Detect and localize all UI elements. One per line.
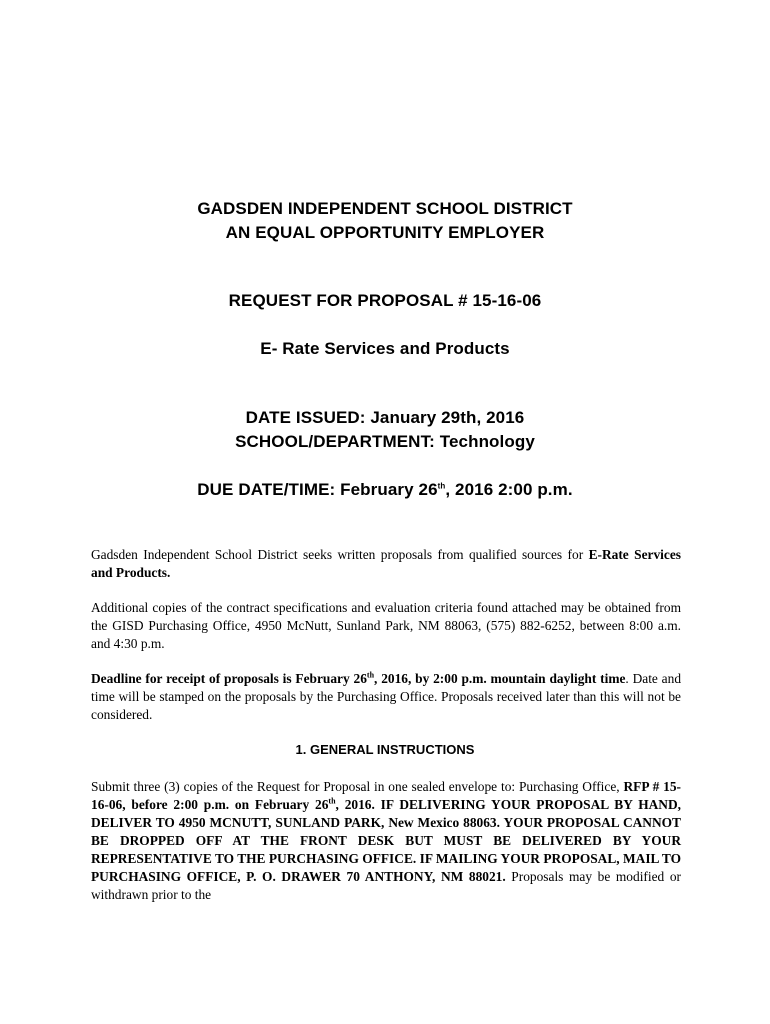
instructions-paragraph <box>91 778 681 904</box>
instructions-text2: Proposals may be modified or withdrawn prior to the <box>91 869 681 902</box>
rfp-subject: E- Rate Services and Products <box>260 339 510 358</box>
date-issued: DATE ISSUED: January 29th, 2016 <box>245 408 525 427</box>
intro-text: Gadsden Independent School District seeks written proposals from qualified sources for <box>91 547 589 562</box>
deadline-bold-prefix: Deadline for receipt of proposals is February 26 <box>91 671 367 686</box>
due-date-prefix: DUE DATE/TIME: February 26 <box>197 480 438 499</box>
due-date-suffix: , 2016 2:00 p.m. <box>445 480 573 499</box>
section-general-instructions: 1. GENERAL INSTRUCTIONS <box>295 742 475 757</box>
instructions-bold-sup: th <box>328 796 336 806</box>
intro-bold: E-Rate Services and Products. <box>91 547 681 580</box>
district-name: GADSDEN INDEPENDENT SCHOOL DISTRICT <box>197 199 573 218</box>
due-date-sup: th <box>437 481 446 491</box>
copies-paragraph: Additional copies of the contract specifications and evaluation criteria found attached may be obtained from the GISD Purchasing Office, 4950 McNutt, Sunland Park, NM 88063, (575) 882-6252, between 8:00 a.m. and 4:30 p.m. <box>91 600 681 651</box>
school-department: SCHOOL/DEPARTMENT: Technology <box>235 432 535 451</box>
instructions-bold1: RFP # 15-16-06, before 2:00 p.m. on February 26 <box>91 779 681 812</box>
rfp-title: REQUEST FOR PROPOSAL # 15-16-06 <box>228 291 542 310</box>
deadline-paragraph <box>91 670 681 724</box>
deadline-bold-suffix: , 2016, by 2:00 p.m. mountain daylight time <box>374 671 626 686</box>
deadline-bold-sup: th <box>366 670 375 680</box>
intro-paragraph <box>91 546 681 582</box>
instructions-bold2: , 2016. IF DELIVERING YOUR PROPOSAL BY HAND, DELIVER TO 4950 MCNUTT, SUNLAND PARK, New Mexico 88063. YOUR PROPOSAL CANNOT BE DROPPED OFF AT THE FRONT DESK BUT MUST BE DELIVERED BY YOUR REPRESENTATIVE TO THE PURCHASING OFFICE. IF MAILING YOUR PROPOSAL, MAIL TO PURCHASING OFFICE, P. O. DRAWER 70 ANTHONY, NM 88021. <box>91 797 681 884</box>
due-date-time <box>0 479 770 501</box>
employer-statement: AN EQUAL OPPORTUNITY EMPLOYER <box>225 223 545 242</box>
instructions-text1: Submit three (3) copies of the Request for Proposal in one sealed envelope to: Purchasing Office, <box>91 779 624 794</box>
deadline-text: . Date and time will be stamped on the proposals by the Purchasing Office. Proposals received later than this will not be considered. <box>91 671 682 722</box>
